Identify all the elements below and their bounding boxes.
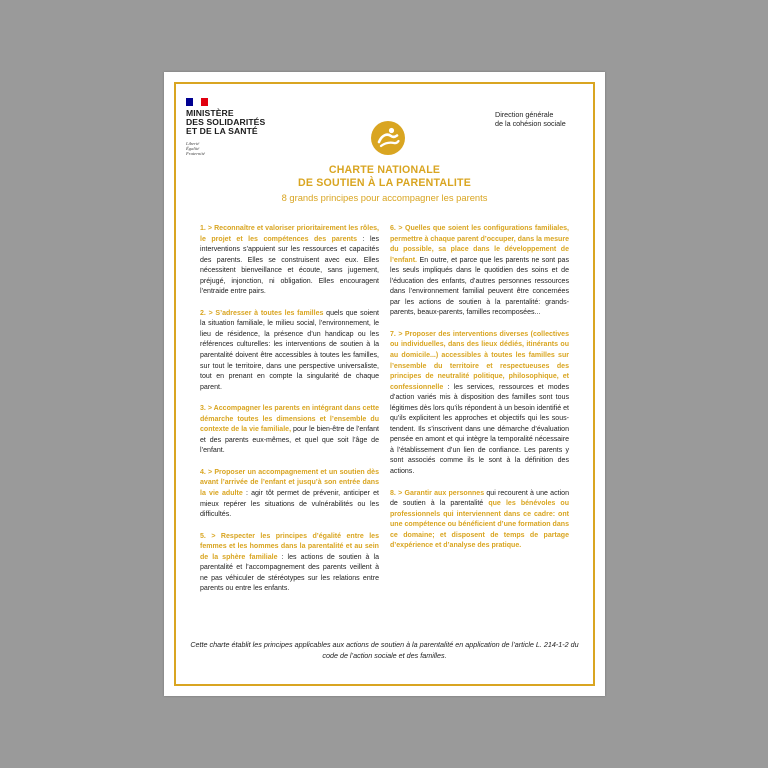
principle-6: [390, 224, 569, 319]
principle-heading: 8. > Garantir aux personnes: [390, 489, 485, 497]
direction-name: Direction générale de la cohésion sociale: [495, 110, 566, 129]
charter-document: [164, 72, 605, 696]
principle-heading: 6. > Quelles que soient les configurations familiales, permettre à chaque parent d’occuper, dans la mesure du possible, sa place dans le développement de l’enfant.: [390, 225, 569, 264]
principle-heading: 4. > Proposer un accompagnement et un soutien dès avant l’arrivée de l’enfant et jusqu’à son entrée dans la vie adulte: [200, 468, 379, 498]
french-flag-icon: [186, 98, 208, 106]
principle-heading-continued: que les bénévoles ou professionnels qui interviennent dans ce cadre: ont une compétence ou bénéficient d’une formation dans ce domaine; et disposent de temps de partage d’expérience et d’analyse des pratique.: [390, 500, 569, 550]
principle-heading: 3. > Accompagner les parents en intégrant dans cette démarche toutes les dimensions et l’ensemble du contexte de la vie familiale,: [200, 405, 379, 434]
left-column: [200, 224, 379, 606]
principle-4: [200, 468, 379, 521]
ministry-name: MINISTÈRE DES SOLIDARITÉS ET DE LA SANTÉ: [186, 108, 266, 137]
flag-red-band: [201, 98, 208, 106]
principle-heading: 5. > Respecter les principes d’égalité entre les femmes et les hommes dans la parentalité et au sein de la sphère familiale: [200, 532, 379, 561]
principle-5: [200, 532, 379, 595]
principle-3: [200, 404, 379, 457]
principle-1: [200, 224, 379, 298]
principle-heading: 1. > Reconnaître et valoriser prioritairement les rôles, le projet et les compétences des parents: [200, 225, 379, 243]
principle-heading: 2. > S’adresser à toutes les familles: [200, 309, 324, 317]
document-title: [164, 164, 605, 190]
right-column: [390, 224, 569, 563]
flag-white-band: [193, 98, 200, 106]
hands-icon: [370, 120, 406, 156]
flag-blue-band: [186, 98, 193, 106]
ministry-logo: [186, 98, 296, 156]
principle-2: [200, 309, 379, 393]
republic-motto: Liberté Égalité Fraternité: [186, 140, 205, 156]
principle-body: En outre, et parce que les parents ne sont pas les seuls impliqués dans le quotidien des soins et de l’éducation des enfants, d’autres personnes ressources dans l’environnement familial peuvent être concernées par les actions de soutien à la parentalité: grands-parents, beaux-parents, familles recomposées...: [390, 256, 569, 317]
principle-body: : les services, ressources et modes d’action variés mis à disposition des familles sont tous légitimes dès lors qu’ils répondent à un besoin identifié et qu’ils explicitent les approches et objectifs qui les sous-tendent. Ils s’inscrivent dans une démarche d’évaluation pensée en amont et qui intègre la temporalité nécessaire à l’établissement d’un lien de confiance. Les parents y sont associés comme ils le sont à la définition des actions.: [390, 383, 569, 476]
legal-footnote: Cette charte établit les principes applicables aux actions de soutien à la parentalité en application de l’article L. 214-1-2 du code de l’action sociale et des familles.: [190, 640, 579, 660]
principle-7: [390, 330, 569, 478]
principle-body: : agir tôt permet de prévenir, anticiper et mieux repérer les situations de vulnérabilités ou les difficultés.: [200, 490, 379, 519]
principle-body: : les actions de soutien à la parentalité et l’accompagnement des parents veillent à ne pas véhiculer de stéréotypes sur les relations entre parents ou entre les enfants.: [200, 553, 379, 593]
principle-body: pour le bien-être de l’enfant et des parents eux-mêmes, et quel que soit l’âge de l’enfant.: [200, 426, 379, 455]
document-subtitle: 8 grands principes pour accompagner les parents: [281, 192, 488, 203]
principle-8: [390, 489, 569, 552]
title-line-2: DE SOUTIEN À LA PARENTALITE: [298, 177, 471, 189]
principle-body: : les interventions s’appuient sur les ressources et capacités des parents. Elles se construisent avec eux. Elles nécessitent bienveillance et écoute, sans jugement, préjugé, injonction, ni obligation. Elles encouragent l’entraide entre pairs.: [200, 235, 379, 296]
principle-body: qui recourent à une action de soutien à la parentalité: [390, 489, 569, 508]
principle-heading: 7. > Proposer des interventions diverses (collectives ou individuelles, dans des lieux dédiés, itinérants ou au domicile...) accessibles à toutes les familles sur l’ensemble du territoire et respectueuses des principes de neutralité politique, philosophique, et confessionnelle: [390, 330, 569, 391]
principle-body: quels que soient la situation familiale, le milieu social, l’environnement, le lieu de résidence, la présence d’un handicap ou les références culturelles: les interventions de soutien à la parentalité doivent être accessibles à toutes les familles, sur tout le territoire, dans une perspective universaliste, tout en prenant en compte la singularité de chaque parent.: [200, 309, 379, 391]
title-line-1: CHARTE NATIONALE: [328, 164, 441, 176]
